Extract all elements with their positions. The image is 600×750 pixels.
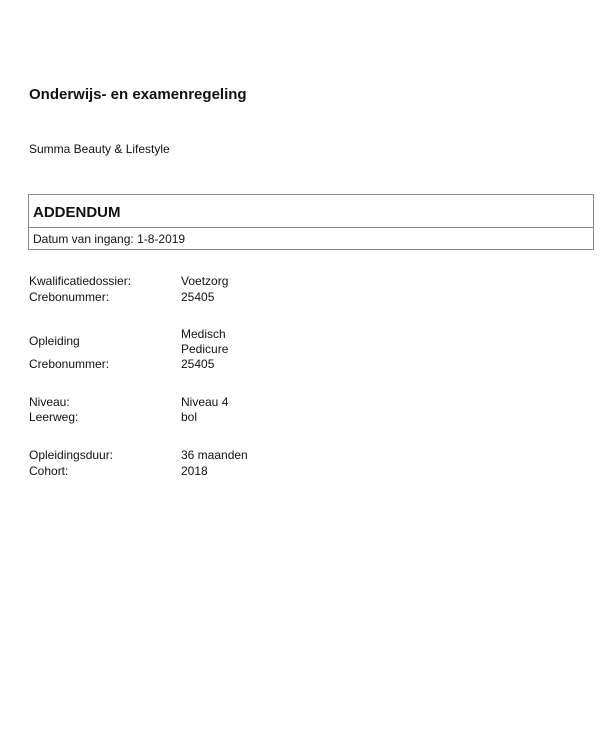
- niveau-label: Niveau:: [29, 395, 70, 409]
- page-title: Onderwijs- en examenregeling: [29, 86, 247, 103]
- addendum-box: [28, 194, 594, 250]
- opleiding-value-line1: Medisch: [181, 327, 226, 341]
- crebonummer-value: 25405: [181, 290, 215, 304]
- leerweg-value: bol: [181, 410, 198, 424]
- opleiding-label: Opleiding: [29, 334, 80, 348]
- cohort-label: Cohort:: [29, 464, 69, 478]
- opleidingsduur-label: Opleidingsduur:: [29, 448, 114, 462]
- opleiding-value-line2: Pedicure: [181, 342, 229, 356]
- leerweg-label: Leerweg:: [29, 410, 79, 424]
- cohort-value: 2018: [181, 464, 208, 478]
- opleidingsduur-value: 36 maanden: [181, 448, 248, 462]
- niveau-value: Niveau 4: [181, 395, 229, 409]
- institution-name: Summa Beauty & Lifestyle: [29, 142, 170, 156]
- crebonummer-label: Crebonummer:: [29, 290, 110, 304]
- crebonummer-label-2: Crebonummer:: [29, 357, 110, 371]
- addendum-effective-date: Datum van ingang: 1-8-2019: [33, 232, 186, 246]
- kwalificatiedossier-label: Kwalificatiedossier:: [29, 274, 132, 288]
- crebonummer-value-2: 25405: [181, 357, 215, 371]
- kwalificatiedossier-value: Voetzorg: [181, 274, 229, 288]
- addendum-heading: ADDENDUM: [29, 195, 593, 228]
